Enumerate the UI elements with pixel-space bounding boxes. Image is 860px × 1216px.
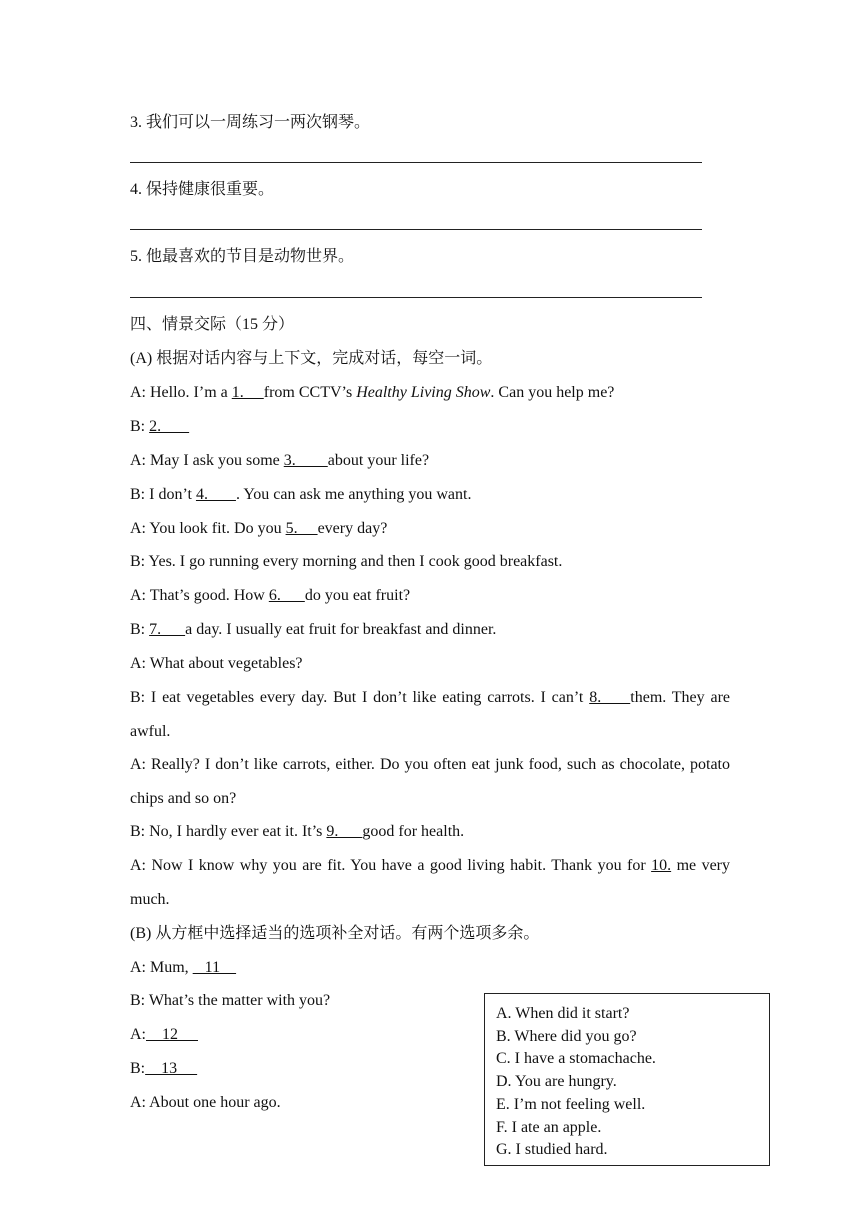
line-text: A: May I ask you some xyxy=(130,452,284,469)
dialogue-line xyxy=(130,485,471,505)
dialogue-line xyxy=(130,1059,197,1079)
blank-11: 11 xyxy=(192,959,237,976)
question-4: 4. 保持健康很重要。 xyxy=(130,181,275,198)
dialogue-line: A: Really? I don’t like carrots, either. Do you often eat junk food, such as chocolate, potato chips and so on? xyxy=(130,756,730,807)
blank-13: 13 xyxy=(145,1060,198,1077)
part-b-instruction: (B) 从方框中选择适当的选项补全对话。有两个选项多余。 xyxy=(130,925,540,942)
line-text: B: xyxy=(130,418,150,435)
dialogue-line xyxy=(130,681,730,749)
line-text: . Can you help me? xyxy=(490,384,615,401)
line-text: B: xyxy=(130,1060,146,1077)
question-5: 5. 他最喜欢的节目是动物世界。 xyxy=(130,248,355,265)
line-text: A: xyxy=(130,1026,146,1043)
option-c: C. I have a stomachache. xyxy=(496,1050,656,1068)
blank-1: 1. xyxy=(231,384,264,401)
option-b: B. Where did you go? xyxy=(496,1027,637,1045)
blank-10: 10. xyxy=(651,857,672,874)
dialogue-line xyxy=(130,451,429,471)
dialogue-line: B: Yes. I go running every morning and then I cook good breakfast. xyxy=(130,553,563,570)
option-e: E. I’m not feeling well. xyxy=(496,1095,646,1113)
dialogue-line xyxy=(130,822,464,842)
option-g: G. I studied hard. xyxy=(496,1141,608,1159)
line-text: B: xyxy=(130,621,150,638)
line-text: B: No, I hardly ever eat it. It’s xyxy=(130,823,327,840)
blank-9: 9. xyxy=(326,823,363,840)
part-a-instruction: (A) 根据对话内容与上下文，完成对话，每空一词。 xyxy=(130,350,493,367)
blank-4: 4. xyxy=(195,486,236,503)
show-title: Healthy Living Show xyxy=(356,384,491,401)
dialogue-line xyxy=(130,958,236,978)
option-d: D. You are hungry. xyxy=(496,1073,617,1091)
line-text: do you eat fruit? xyxy=(304,587,411,604)
question-3: 3. 我们可以一周练习一两次钢琴。 xyxy=(130,114,371,131)
blank-7: 7. xyxy=(149,621,186,638)
dialogue-line xyxy=(130,1025,198,1045)
line-text: B: I eat vegetables every day. But I don’t like eating carrots. I can’t xyxy=(130,689,590,706)
section-heading: 四、情景交际（15 分） xyxy=(130,316,295,333)
answer-line-4 xyxy=(130,229,702,230)
options-box xyxy=(484,993,770,1166)
blank-6: 6. xyxy=(268,587,305,604)
line-text: me very much. xyxy=(130,857,730,908)
dialogue-line xyxy=(130,849,730,917)
dialogue-line xyxy=(130,417,189,437)
dialogue-line xyxy=(130,519,387,539)
dialogue-line xyxy=(130,620,496,640)
line-text: A: Mum, xyxy=(130,959,193,976)
line-text: A: That’s good. How xyxy=(130,587,269,604)
line-text: good for health. xyxy=(362,823,465,840)
answer-line-5 xyxy=(130,297,702,298)
blank-5: 5. xyxy=(285,520,318,537)
line-text: every day? xyxy=(317,520,388,537)
dialogue-line xyxy=(130,586,410,606)
answer-line-3 xyxy=(130,162,702,163)
dialogue-line xyxy=(130,383,614,403)
blank-2: 2. xyxy=(149,418,190,435)
blank-12: 12 xyxy=(146,1026,198,1043)
line-text: a day. I usually eat fruit for breakfast and dinner. xyxy=(185,621,497,638)
line-text: . You can ask me anything you want. xyxy=(235,486,472,503)
dialogue-line: A: About one hour ago. xyxy=(130,1094,281,1111)
line-text: about your life? xyxy=(327,452,430,469)
line-text: A: Hello. I’m a xyxy=(130,384,232,401)
line-text: from CCTV’s xyxy=(263,384,357,401)
line-text: B: I don’t xyxy=(130,486,196,503)
dialogue-line: A: What about vegetables? xyxy=(130,655,303,672)
line-text: A: You look fit. Do you xyxy=(130,520,286,537)
blank-3: 3. xyxy=(283,452,328,469)
line-text: them. They are awful. xyxy=(130,689,731,740)
line-text: A: Now I know why you are fit. You have a good living habit. Thank you for xyxy=(130,857,652,874)
option-f: F. I ate an apple. xyxy=(496,1118,602,1136)
option-a: A. When did it start? xyxy=(496,1005,630,1022)
blank-8: 8. xyxy=(589,689,631,706)
dialogue-line: B: What’s the matter with you? xyxy=(130,992,331,1009)
